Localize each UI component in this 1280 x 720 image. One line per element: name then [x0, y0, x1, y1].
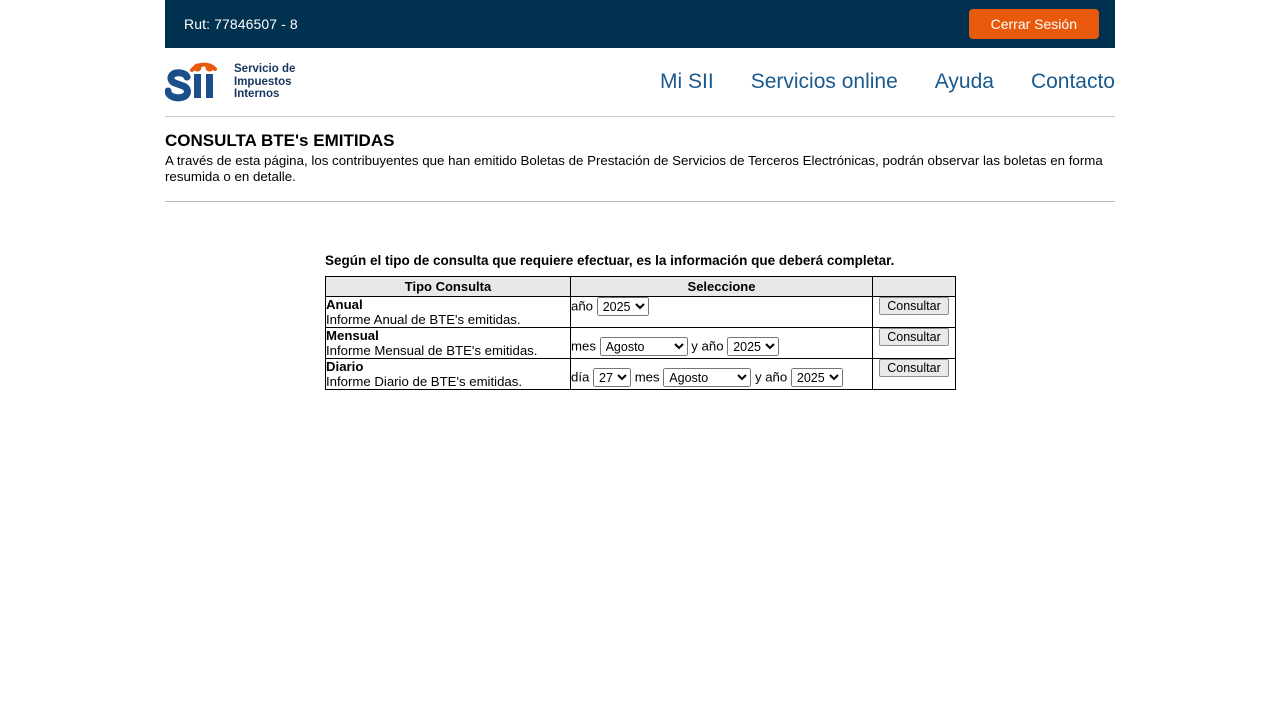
sii-logo[interactable] — [165, 61, 295, 103]
label-mes-diario: mes — [634, 369, 660, 385]
content-wrapper — [165, 0, 1115, 202]
cell-select-diario — [571, 359, 873, 390]
select-anio-anual[interactable] — [597, 297, 649, 316]
label-anio-anual: año — [571, 298, 594, 314]
top-bar — [165, 0, 1115, 48]
cell-select-mensual — [571, 328, 873, 359]
page-description: A través de esta página, los contribuyentes que han emitido Boletas de Prestación de Servicios de Terceros Electrónicas, podrán observar las boletas en forma resumida o en detalle. — [165, 153, 1103, 184]
logo-line-3: Internos — [234, 88, 280, 101]
page-title: CONSULTA BTE's EMITIDAS — [165, 131, 395, 150]
cell-type-anual — [326, 297, 571, 328]
main-nav — [660, 70, 1115, 94]
label-dia-diario: día — [571, 369, 590, 385]
type-name-anual: Anual — [326, 297, 363, 312]
cell-type-mensual — [326, 328, 571, 359]
label-anio-mensual: y año — [691, 338, 724, 354]
type-desc-mensual: Informe Mensual de BTE's emitidas. — [326, 343, 538, 358]
query-form-area — [325, 253, 955, 390]
cell-select-anual — [571, 297, 873, 328]
table-row-anual — [326, 297, 956, 328]
nav-item-contacto[interactable]: Contacto — [1030, 70, 1115, 93]
select-mes-mensual[interactable] — [600, 337, 688, 356]
label-mes-mensual: mes — [571, 338, 596, 354]
nav-item-mi-sii[interactable]: Mi SII — [660, 70, 714, 93]
cell-action-diario — [873, 359, 956, 390]
cell-action-anual — [873, 297, 956, 328]
column-header-action — [873, 277, 956, 297]
rut-label: Rut: 77846507 - 8 — [184, 16, 298, 32]
select-mes-diario[interactable] — [663, 368, 751, 387]
type-desc-anual: Informe Anual de BTE's emitidas. — [326, 312, 521, 327]
nav-item-servicios-online[interactable]: Servicios online — [750, 70, 898, 93]
select-dia-diario[interactable] — [593, 368, 631, 387]
logo-line-1: Servicio de — [234, 63, 296, 76]
section-divider — [165, 201, 1115, 202]
select-anio-diario[interactable] — [791, 368, 843, 387]
type-name-mensual: Mensual — [326, 328, 379, 343]
nav-item-ayuda[interactable]: Ayuda — [934, 70, 994, 93]
column-header-seleccione: Seleccione — [571, 277, 873, 297]
query-type-table — [325, 276, 956, 390]
table-row-mensual — [326, 328, 956, 359]
type-name-diario: Diario — [326, 359, 364, 374]
cell-action-mensual — [873, 328, 956, 359]
form-instructions: Según el tipo de consulta que requiere efectuar, es la información que deberá completar. — [325, 253, 895, 268]
sii-logo-icon — [165, 61, 227, 103]
title-block — [165, 117, 1115, 202]
consultar-button-anual[interactable]: Consultar — [879, 297, 949, 315]
consultar-button-diario[interactable]: Consultar — [879, 359, 949, 377]
cell-type-diario — [326, 359, 571, 390]
column-header-tipo-consulta: Tipo Consulta — [326, 277, 571, 297]
label-anio-diario: y año — [754, 369, 788, 385]
table-header-row — [326, 277, 956, 297]
sii-logo-text — [234, 63, 295, 101]
logo-line-2: Impuestos — [234, 75, 292, 88]
type-desc-diario: Informe Diario de BTE's emitidas. — [326, 374, 523, 389]
logout-button[interactable]: Cerrar Sesión — [969, 9, 1099, 39]
consultar-button-mensual[interactable]: Consultar — [879, 328, 949, 346]
table-row-diario — [326, 359, 956, 390]
select-anio-mensual[interactable] — [727, 337, 779, 356]
site-header — [165, 48, 1115, 117]
